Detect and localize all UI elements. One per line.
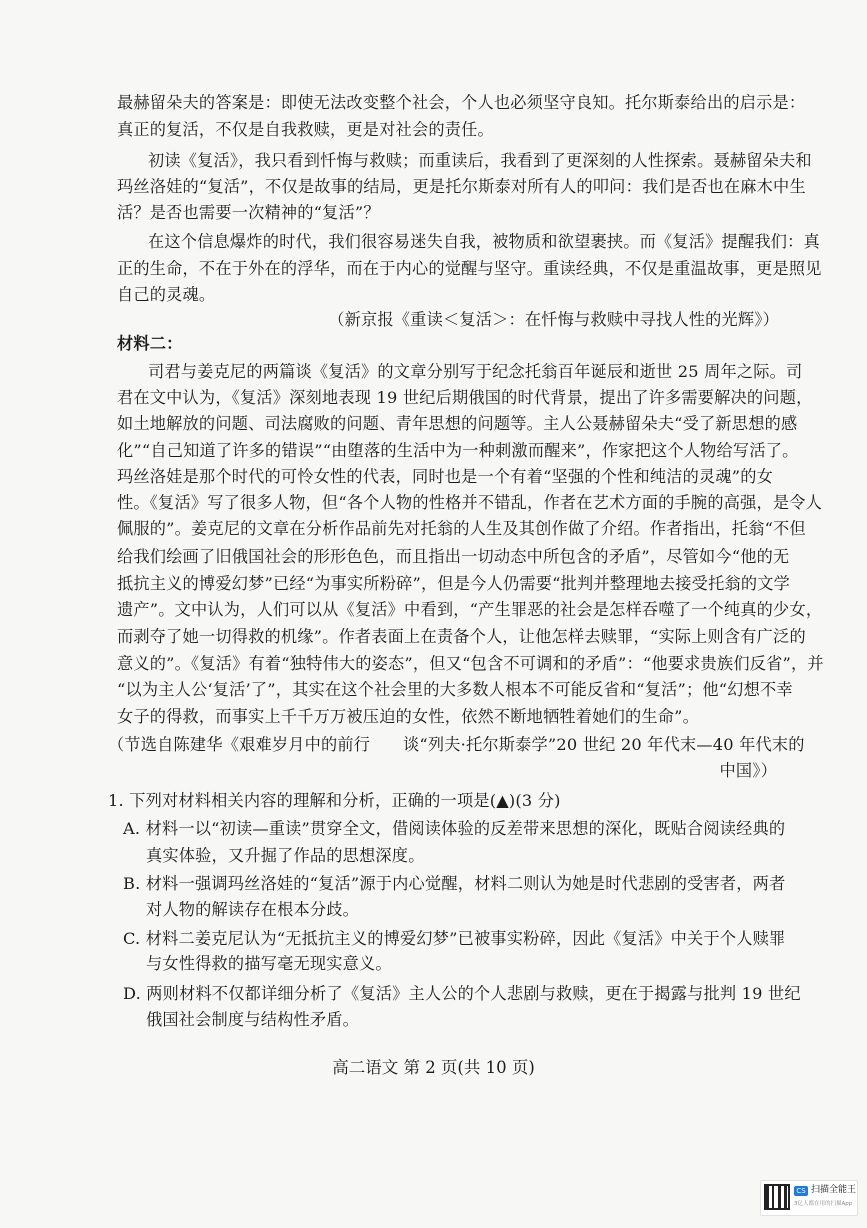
paragraph-line: 女子的得救，而事实上千千万万被压迫的女性，依然不断地牺牲着她们的生命”。: [117, 707, 700, 726]
material2-heading: 材料二：: [117, 334, 183, 353]
watermark-subtitle: 3亿人都在用的扫描App: [794, 1201, 853, 1207]
paragraph-line: 化”“自己知道了许多的错误”“由堕落的生活中为一种刺激而醒来”，作家把这个人物给写活了。: [117, 441, 799, 460]
camscanner-logo: CS: [794, 1186, 808, 1196]
material2-source: （节选自陈建华《艰难岁月中的前行 谈“列夫·托尔斯泰学”20 世纪 20 年代末—40 年代末的: [108, 735, 805, 754]
page-footer: 高二语文 第 2 页(共 10 页): [332, 1058, 535, 1077]
qr-code-icon: [764, 1184, 790, 1210]
paragraph-line: 如土地解放的问题、司法腐败的问题、青年思想的问题等。主人公聂赫留朵夫“受了新思想的感: [117, 414, 798, 433]
scanner-watermark: [760, 1180, 858, 1216]
paragraph-line: 性。《复活》写了很多人物，但“各个人物的性格并不错乱，作者在艺术方面的手腕的高强，是令人: [117, 493, 823, 512]
paragraph-line: 玛丝洛娃的“复活”，不仅是故事的结局，更是托尔斯泰对所有人的叩问：我们是否也在麻木中生: [117, 177, 806, 196]
option-text: 对人物的解读存在根本分歧。: [146, 900, 360, 919]
option-text: C. 材料二姜克尼认为“无抵抗主义的博爱幻梦”已被事实粉碎，因此《复活》中关于个人赎罪: [123, 929, 786, 948]
paragraph-line: 初读《复活》，我只看到忏悔与救赎；而重读后，我看到了更深刻的人性探索。聂赫留朵夫和: [148, 151, 812, 170]
paragraph-line: 最赫留朵夫的答案是：即使无法改变整个社会，个人也必须坚守良知。托尔斯泰给出的启示是：: [117, 93, 806, 112]
paragraph-line: 自己的灵魂。: [117, 285, 216, 304]
watermark-title: 扫描全能王: [811, 1185, 857, 1195]
paragraph-line: 司君与姜克尼的两篇谈《复活》的文章分别写于纪念托翁百年诞辰和逝世 25 周年之际。司: [148, 362, 803, 381]
paragraph-line: 在这个信息爆炸的时代，我们很容易迷失自我，被物质和欲望裹挟。而《复活》提醒我们：真: [148, 232, 820, 251]
paragraph-line: 玛丝洛娃是那个时代的可怜女性的代表，同时也是一个有着“坚强的个性和纯洁的灵魂”的女: [117, 467, 774, 486]
paragraph-line: 抵抗主义的博爱幻梦”已经“为事实所粉碎”，但是今人仍需要“批判并整理地去接受托翁的文学: [117, 574, 791, 593]
paragraph-line: “以为主人公‘复活’了”，其实在这个社会里的大多数人根本不可能反省和“复活”；他“幻想不幸: [117, 680, 793, 699]
paragraph-line: 真正的复活，不仅是自我救赎，更是对社会的责任。: [117, 120, 494, 139]
paragraph-line: 正的生命，不在于外在的浮华，而在于内心的觉醒与坚守。重读经典，不仅是重温故事，更是照见: [117, 259, 822, 278]
material1-source: （新京报《重读＜复活＞：在忏悔与救赎中寻找人性的光辉》）: [328, 310, 779, 329]
paragraph-line: 而剥夺了她一切得救的机缘”。作者表面上在责备个人，让他怎样去赎罪，“实际上则含有广泛的: [117, 627, 806, 646]
question-stem: 1. 下列对材料相关内容的理解和分析，正确的一项是(▲)(3 分): [108, 791, 561, 810]
option-text: 与女性得救的描写毫无现实意义。: [146, 954, 392, 973]
paragraph-line: 给我们绘画了旧俄国社会的形形色色，而且指出一切动态中所包含的矛盾”，尽管如今“他的无: [117, 547, 790, 566]
paragraph-line: 遗产”。文中认为，人们可以从《复活》中看到，“产生罪恶的社会是怎样吞噬了一个纯真的少女，: [117, 600, 823, 619]
paragraph-line: 君在文中认为，《复活》深刻地表现 19 世纪后期俄国的时代背景，提出了许多需要解决的问题，: [117, 388, 813, 407]
option-text: 真实体验，又升掘了作品的思想深度。: [146, 846, 425, 865]
option-text: A. 材料一以“初读—重读”贯穿全文，借阅读体验的反差带来思想的深化，既贴合阅读经典的: [123, 819, 786, 838]
option-text: 俄国社会制度与结构性矛盾。: [146, 1010, 360, 1029]
option-text: B. 材料一强调玛丝洛娃的“复活”源于内心觉醒，材料二则认为她是时代悲剧的受害者，两者: [123, 874, 786, 893]
material2-source: 中国》）: [719, 761, 777, 780]
paragraph-line: 佩服的”。姜克尼的文章在分析作品前先对托翁的人生及其创作做了介绍。作者指出，托翁“不但: [117, 519, 806, 538]
paragraph-line: 活？是否也需要一次精神的“复活”？: [117, 203, 380, 222]
option-text: D. 两则材料不仅都详细分析了《复活》主人公的个人悲剧与救赎，更在于揭露与批判 19 世纪: [123, 984, 801, 1003]
paragraph-line: 意义的”。《复活》有着“独特伟大的姿态”，但又“包含不可调和的矛盾”：“他要求贵族们反省”，并: [117, 654, 824, 673]
